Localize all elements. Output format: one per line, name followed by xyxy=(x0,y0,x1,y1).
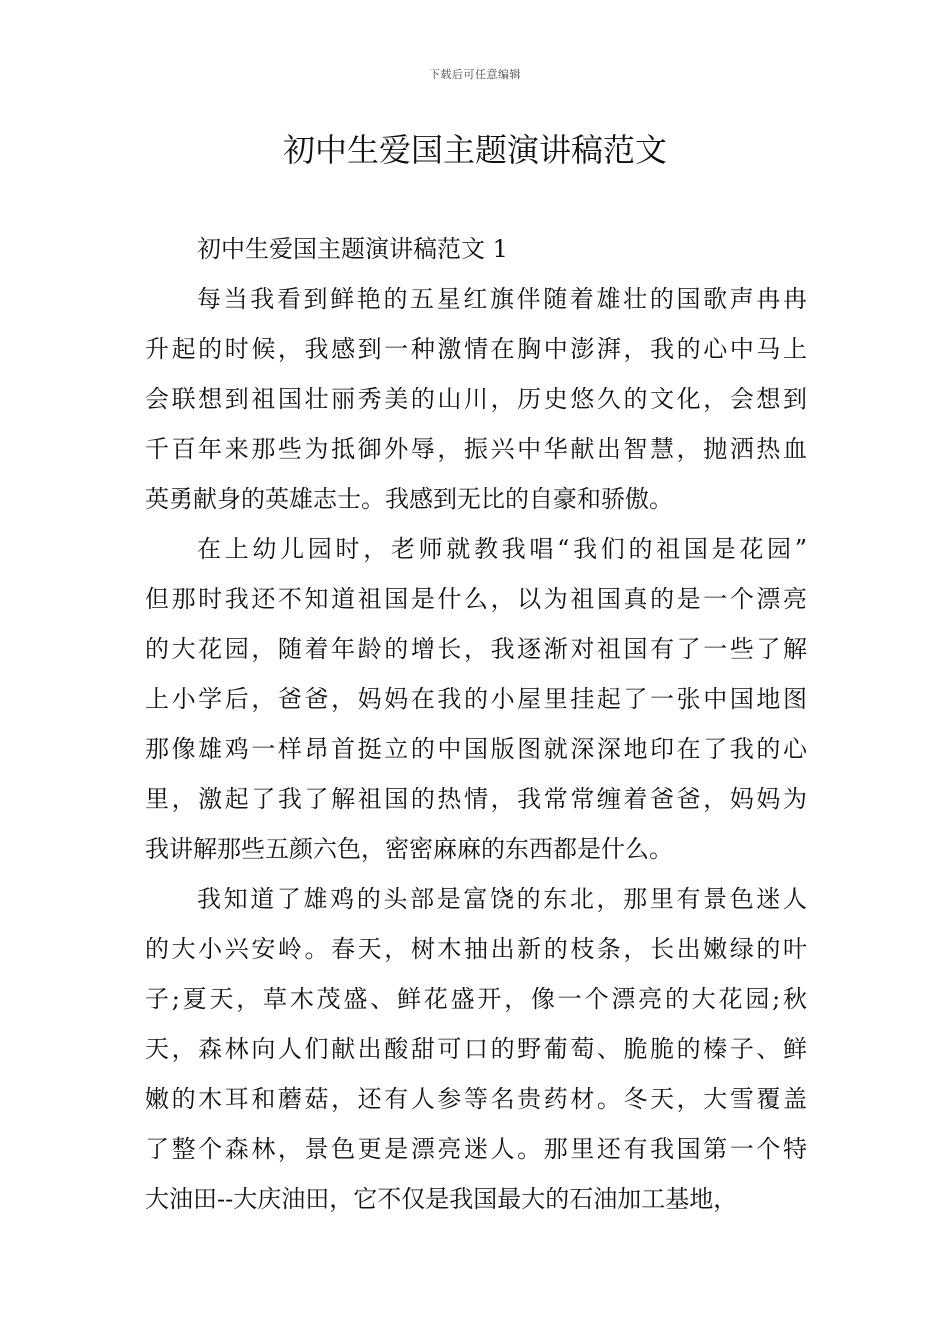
document-title: 初中生爱国主题演讲稿范文 xyxy=(282,131,667,169)
text-line: 千百年来那些为抵御外辱，振兴中华献出智慧，抛洒热血 xyxy=(145,435,807,463)
text-line: 了整个森林，景色更是漂亮迷人。那里还有我国第一个特 xyxy=(145,1135,807,1163)
text-line: 但那时我还不知道祖国是什么，以为祖国真的是一个漂亮 xyxy=(145,585,807,613)
text-line: 子;夏天，草木茂盛、鲜花盛开，像一个漂亮的大花园;秋 xyxy=(145,985,807,1013)
text-line: 英勇献身的英雄志士。我感到无比的自豪和骄傲。 xyxy=(145,485,673,513)
section-heading: 初中生爱国主题演讲稿范文 1 xyxy=(197,235,508,263)
text-line: 的大花园，随着年龄的增长，我逐渐对祖国有了一些了解 xyxy=(145,635,807,663)
text-line: 我知道了雄鸡的头部是富饶的东北，那里有景色迷人 xyxy=(197,885,807,913)
paragraph xyxy=(145,874,807,1224)
text-line: 在上幼儿园时，老师就教我唱“我们的祖国是花园” xyxy=(197,535,807,563)
text-line: 里，激起了我了解祖国的热情，我常常缠着爸爸，妈妈为 xyxy=(145,785,807,813)
text-line: 上小学后，爸爸，妈妈在我的小屋里挂起了一张中国地图 xyxy=(145,685,807,713)
header-note: 下载后可任意编辑 xyxy=(429,68,521,81)
text-line: 嫩的木耳和蘑菇，还有人参等名贵药材。冬天，大雪覆盖 xyxy=(145,1085,807,1113)
text-line: 天，森林向人们献出酸甜可口的野葡萄、脆脆的榛子、鲜 xyxy=(145,1035,807,1063)
text-line: 的大小兴安岭。春天，树木抽出新的枝条，长出嫩绿的叶 xyxy=(145,935,807,963)
text-line: 我讲解那些五颜六色，密密麻麻的东西都是什么。 xyxy=(145,835,673,863)
paragraph xyxy=(145,274,807,524)
text-line: 那像雄鸡一样昂首挺立的中国版图就深深地印在了我的心 xyxy=(145,735,807,763)
text-line: 每当我看到鲜艳的五星红旗伴随着雄壮的国歌声冉冉 xyxy=(197,285,807,313)
text-line: 大油田--大庆油田，它不仅是我国最大的石油加工基地， xyxy=(145,1185,738,1213)
text-line: 升起的时候，我感到一种激情在胸中澎湃，我的心中马上 xyxy=(145,335,807,363)
document-body xyxy=(145,224,807,1224)
text-line: 会联想到祖国壮丽秀美的山川，历史悠久的文化，会想到 xyxy=(145,385,807,413)
paragraph xyxy=(145,524,807,874)
